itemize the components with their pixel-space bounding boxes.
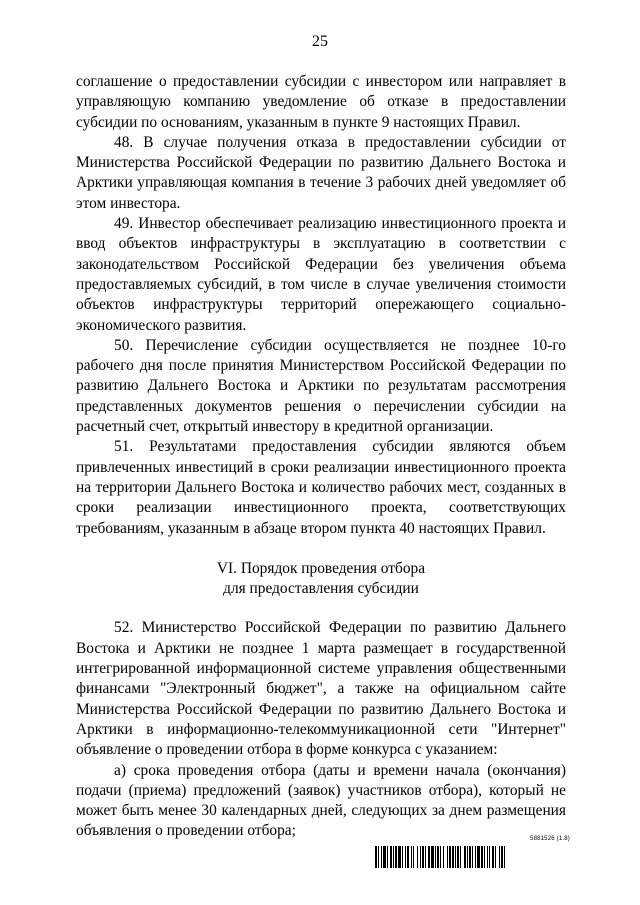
paragraph-50: 50. Перечисление субсидии осуществляется не позднее 10-го рабочего дня после принятия Министерством Российской Федерации по развитию Дальнего Востока и Арктики по результатам рассмотрения представленных документов решения о перечислении субсидии на расчетный счет, открытый инвестору в кредитной организации.	[76, 336, 566, 436]
paragraph-49: 49. Инвестор обеспечивает реализацию инвестиционного проекта и ввод объектов инфраструктуры в эксплуатацию в соответствии с законодательством Российской Федерации без увеличения объема предоставляемых субсидий, в том числе в случае увеличения стоимости объектов инфраструктуры территорий опережающего социально-экономического развития.	[76, 215, 566, 334]
barcode-bar	[477, 846, 480, 868]
section-heading-line-1: VI. Порядок проведения отбора	[216, 559, 426, 577]
barcode-bar	[495, 846, 496, 868]
barcode-bar	[469, 846, 471, 868]
barcode-bar	[435, 846, 436, 868]
barcode-bar	[455, 846, 456, 868]
barcode-bar	[443, 846, 444, 868]
paragraph-continuation: соглашение о предоставлении субсидии с инвестором или направляет в управляющую компанию уведомление об отказе в предоставлении субсидии по основаниям, указанным в пункте 9 настоящих Правил.	[76, 73, 566, 131]
paragraph-52a: а) срока проведения отбора (даты и времени начала (окончания) подачи (приема) предложений (заявок) участников отбора), который не может быть менее 30 календарных дней, следующих за днем размещения объявления о проведении отбора;	[76, 761, 566, 840]
section-heading-line-2: для предоставления субсидии	[223, 580, 419, 598]
barcode-bar	[413, 846, 414, 868]
barcode-bar	[484, 846, 485, 868]
paragraph-48: 48. В случае получения отказа в предоставлении субсидии от Министерства Российской Федерации по развитию Дальнего Востока и Арктики управляющая компания в течение 3 рабочих дней уведомляет об этом инвестора.	[76, 133, 566, 212]
barcode-bar	[422, 846, 424, 868]
barcode-bar	[487, 846, 488, 868]
barcode-bar	[499, 846, 500, 868]
barcode-bar	[457, 846, 459, 868]
barcode-bar	[449, 846, 451, 868]
barcode-bar	[405, 846, 406, 868]
barcode-bar	[504, 846, 505, 868]
barcode-bar	[425, 846, 426, 868]
barcode-bar	[464, 846, 466, 868]
barcode-bar	[417, 846, 418, 868]
barcode-bar	[393, 846, 394, 868]
barcode-bar	[398, 846, 401, 868]
barcode-bar	[440, 846, 441, 868]
barcode-bar	[431, 846, 434, 868]
barcode-bar	[387, 846, 388, 868]
document-code: 5881526 (1.8)	[530, 836, 570, 842]
barcode-image	[375, 846, 570, 868]
barcode-bar	[411, 846, 412, 868]
barcode-bar	[428, 846, 430, 868]
barcode-bar	[447, 846, 448, 868]
barcode-bar	[501, 846, 503, 868]
barcode-bar	[460, 846, 461, 868]
barcode-bar	[452, 846, 454, 868]
barcode-bar	[472, 846, 473, 868]
barcode-bar	[489, 846, 490, 868]
barcode-bar	[492, 846, 494, 868]
document-body	[76, 72, 566, 842]
paragraph-51: 51. Результатами предоставления субсидии являются объем привлеченных инвестиций в сроки реализации инвестиционного проекта на территории Дальнего Востока и количество рабочих мест, созданных в сроки реализации инвестиционного проекта, соответствующих требованиям, указанным в абзаце втором пункта 40 настоящих Правил.	[76, 438, 566, 537]
barcode-bar	[475, 846, 476, 868]
section-heading	[76, 559, 566, 600]
barcode-bar	[420, 846, 421, 868]
barcode-bar	[407, 846, 409, 868]
barcode-bar	[467, 846, 468, 868]
barcode-bar	[395, 846, 397, 868]
barcode-bar	[390, 846, 392, 868]
barcode-bar	[378, 846, 379, 868]
barcode-bar	[381, 846, 382, 868]
page-number: 25	[312, 33, 328, 50]
paragraph-52: 52. Министерство Российской Федерации по развитию Дальнего Востока и Арктики не позднее 1 марта размещает в государственной интегрированной информационной системе управления общественными финансами "Электронный бюджет", а также на официальном сайте Министерства Российской Федерации по развитию Дальнего Востока и Арктики в информационно-телекоммуникационной сети "Интернет" объявление о проведении отбора в форме конкурса с указанием:	[76, 619, 566, 759]
barcode-bar	[402, 846, 403, 868]
barcode-bar	[375, 846, 377, 868]
barcode-bar	[383, 846, 386, 868]
barcode-bar	[481, 846, 483, 868]
barcode-bar	[437, 846, 439, 868]
